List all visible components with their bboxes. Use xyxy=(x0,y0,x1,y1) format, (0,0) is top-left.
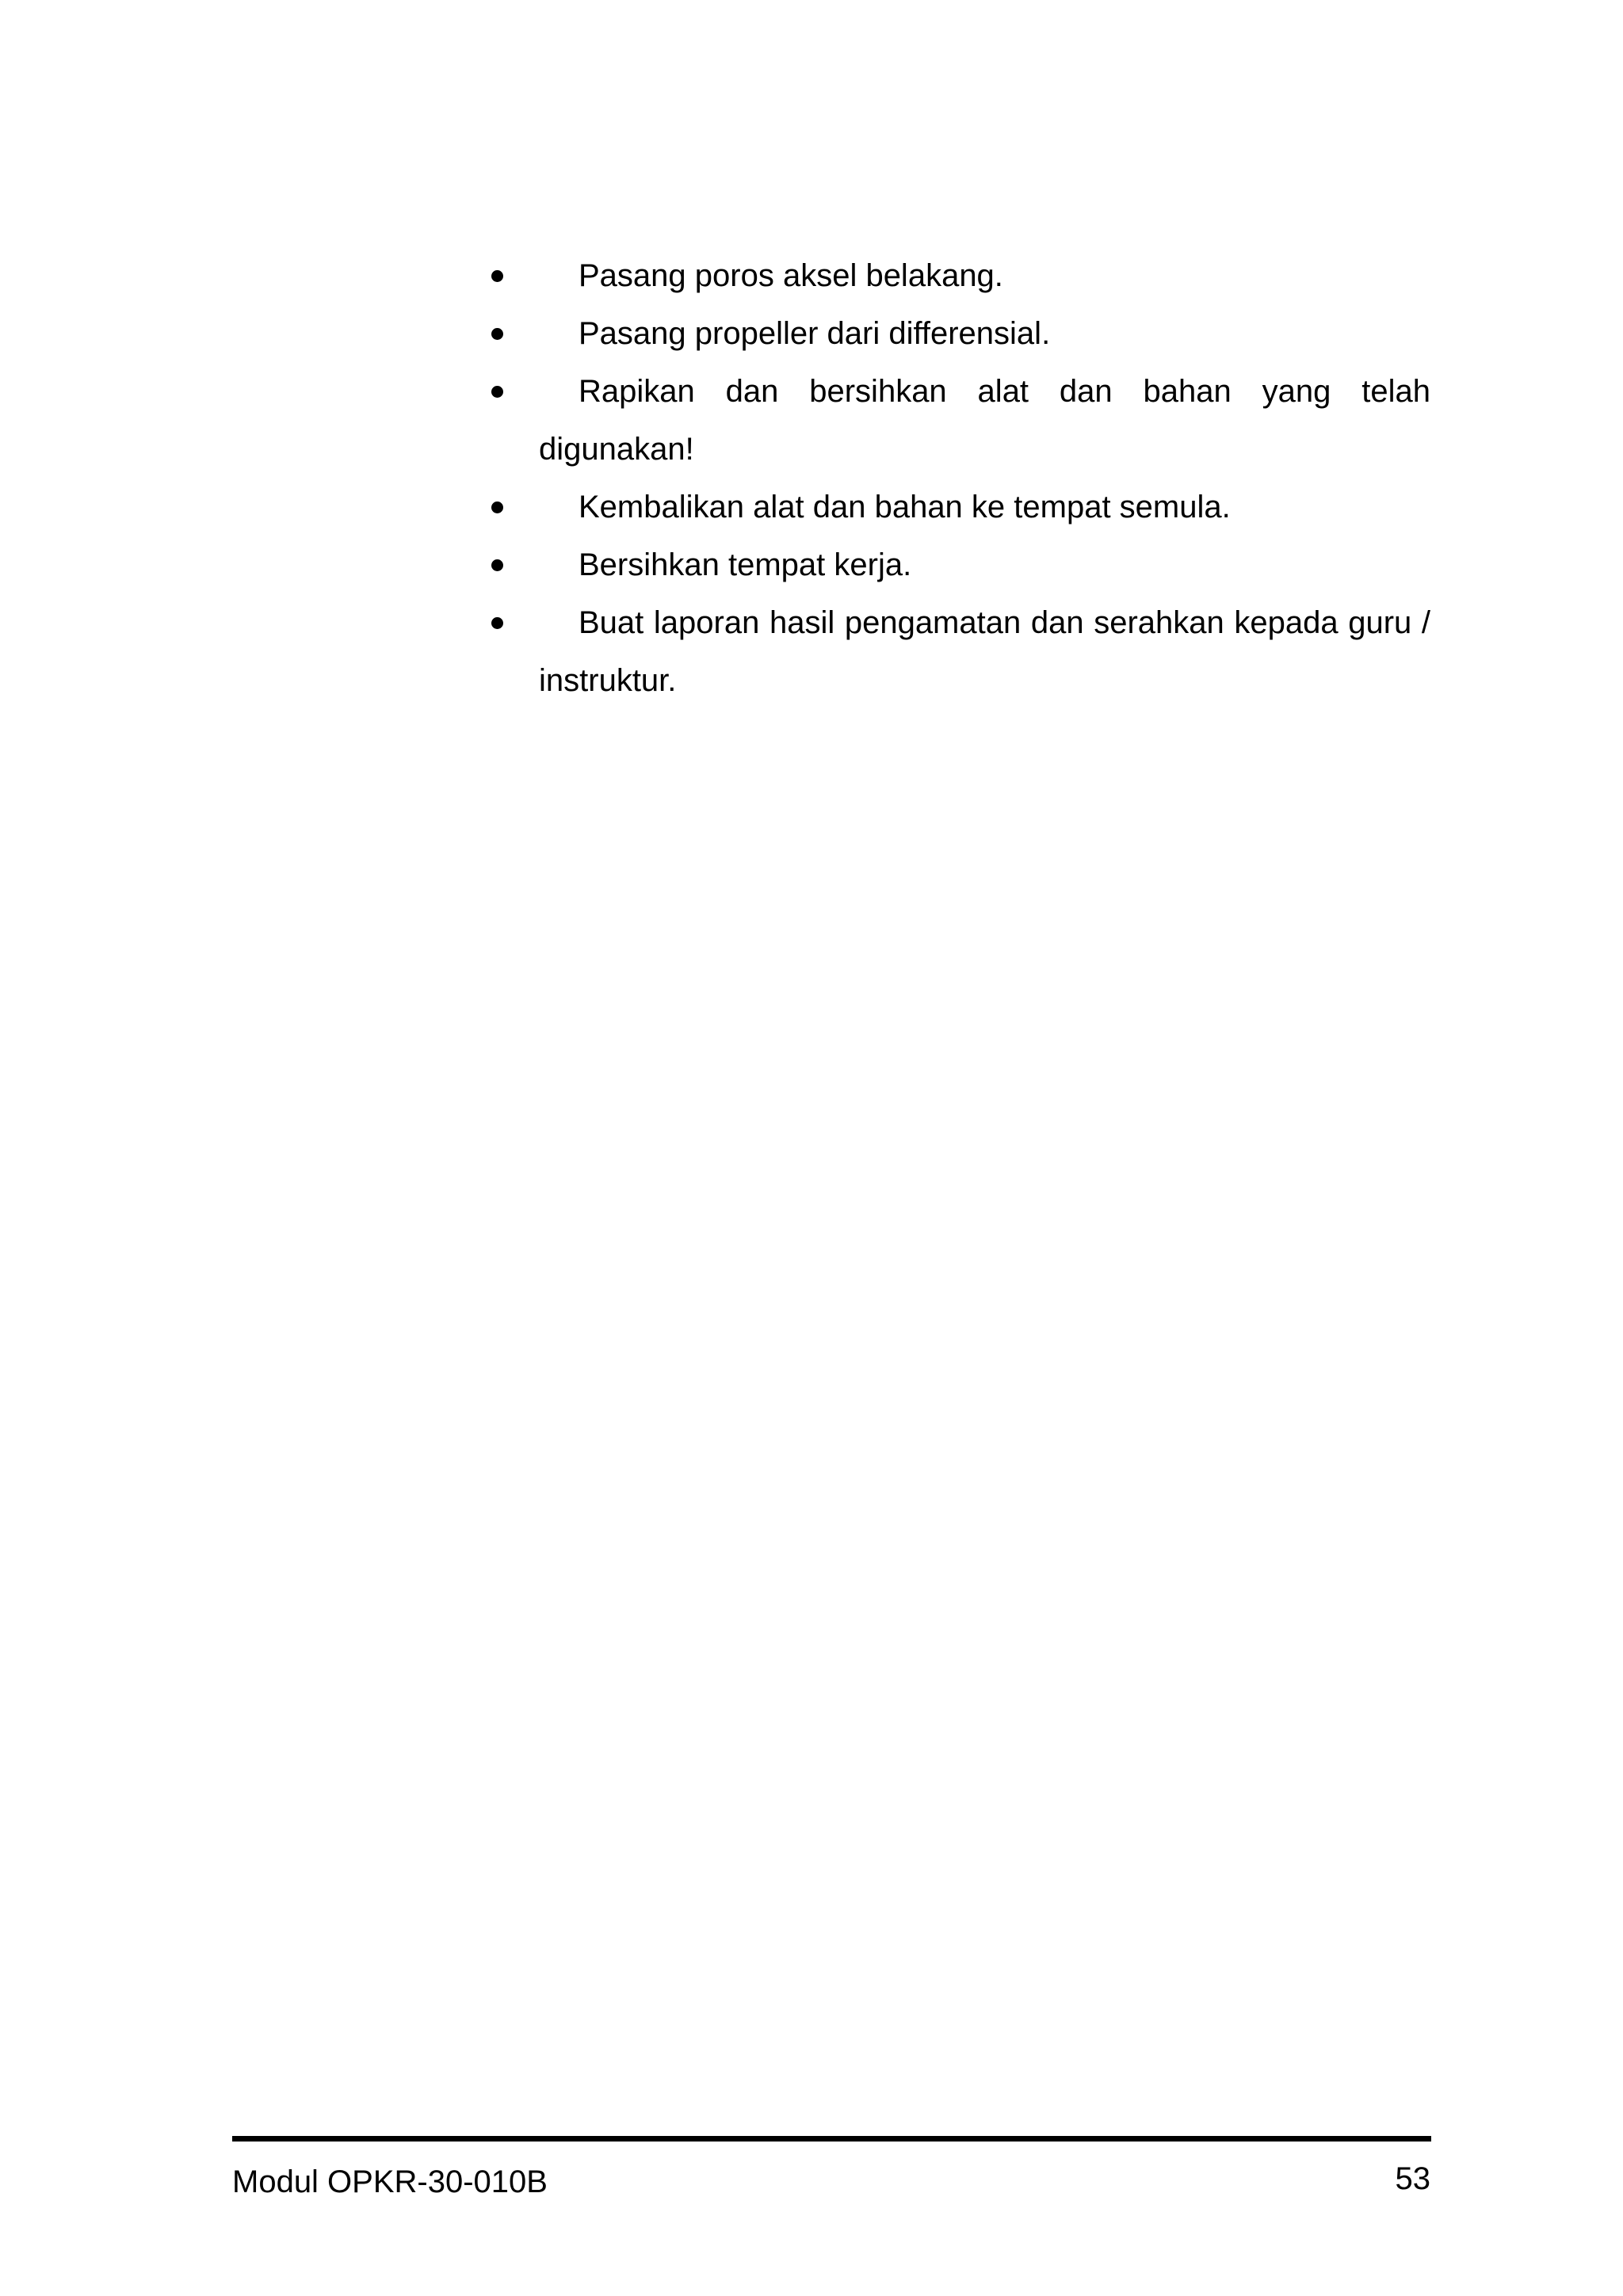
list-item-text: Pasang poros aksel belakang. xyxy=(579,258,1003,293)
list-item-text: Rapikan dan bersihkan alat dan bahan yang telah digunakan! xyxy=(539,374,1430,467)
footer-divider xyxy=(232,2136,1431,2142)
list-item xyxy=(483,479,1430,536)
bullet-icon xyxy=(491,270,503,282)
bullet-icon xyxy=(491,502,503,513)
list-item xyxy=(483,594,1430,710)
list-item xyxy=(483,536,1430,594)
list-item xyxy=(483,363,1430,479)
bullet-icon xyxy=(491,386,503,398)
bullet-icon xyxy=(491,559,503,571)
list-item-text: Pasang propeller dari differensial. xyxy=(579,316,1051,351)
footer-module-label: Modul OPKR-30-010B xyxy=(232,2164,548,2199)
list-item xyxy=(483,305,1430,363)
footer-page-number: 53 xyxy=(1395,2161,1430,2196)
bullet-icon xyxy=(491,328,503,340)
list-item-text: Kembalikan alat dan bahan ke tempat semula. xyxy=(579,490,1231,524)
list-item-text: Bersihkan tempat kerja. xyxy=(579,547,912,582)
bullet-icon xyxy=(491,617,503,629)
list-item xyxy=(483,247,1430,305)
instruction-list xyxy=(483,247,1430,710)
list-item-text: Buat laporan hasil pengamatan dan serahkan kepada guru / instruktur. xyxy=(539,605,1430,698)
